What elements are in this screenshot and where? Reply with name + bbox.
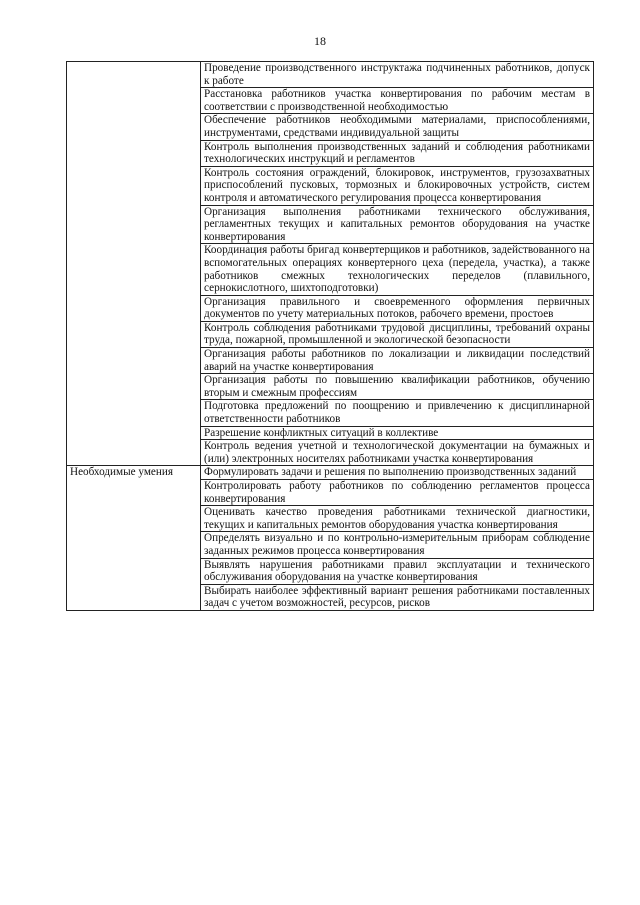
list-item: Организация работы по повышению квалификации работников, обучению вторым и смежным профессиям xyxy=(201,374,594,400)
list-item: Координация работы бригад конвертерщиков и работников, задействованного на вспомогательных операциях конвертерного цеха (передела, участка), а также работников смежных технологических переделов (плавильного, сернокислотного, шихтоподготовки) xyxy=(201,244,594,295)
list-item: Контроль состояния ограждений, блокировок, инструментов, грузозахватных приспособлений пусковых, тормозных и блокировочных устройств, систем контроля и автоматического регулирования процесса конвертирования xyxy=(201,166,594,205)
list-item: Оценивать качество проведения работниками технической диагностики, текущих и капитальных ремонтов оборудования участка конвертирования xyxy=(201,506,594,532)
list-item: Подготовка предложений по поощрению и привлечению к дисциплинарной ответственности работников xyxy=(201,400,594,426)
list-item: Организация работы работников по локализации и ликвидации последствий аварий на участке конвертирования xyxy=(201,348,594,374)
list-item: Проведение производственного инструктажа подчиненных работников, допуск к работе xyxy=(201,62,594,88)
list-item: Контроль ведения учетной и технологической документации на бумажных и (или) электронных носителях работниками участка конвертирования xyxy=(201,440,594,466)
list-item: Организация правильного и своевременного оформления первичных документов по учету материальных потоков, рабочего времени, простоев xyxy=(201,295,594,321)
list-item: Выбирать наиболее эффективный вариант решения работниками поставленных задач с учетом возможностей, ресурсов, рисков xyxy=(201,584,594,610)
list-item: Обеспечение работников необходимыми материалами, приспособлениями, инструментами, средствами индивидуальной защиты xyxy=(201,114,594,140)
table-row xyxy=(67,466,594,480)
list-item: Формулировать задачи и решения по выполнению производственных заданий xyxy=(201,466,594,480)
section-label-required-skills: Необходимые умения xyxy=(67,466,201,611)
list-item: Организация выполнения работниками технического обслуживания, регламентных текущих и капитальных ремонтов оборудования на участке конвертирования xyxy=(201,205,594,244)
qualification-table xyxy=(66,61,594,611)
list-item: Разрешение конфликтных ситуаций в коллективе xyxy=(201,426,594,440)
list-item: Контроль соблюдения работниками трудовой дисциплины, требований охраны труда, пожарной, промышленной и экологической безопасности xyxy=(201,321,594,347)
page-number: 18 xyxy=(314,34,326,48)
section-label xyxy=(67,62,201,466)
table-row xyxy=(67,62,594,88)
list-item: Расстановка работников участка конвертирования по рабочим местам в соответствии с производственной необходимостью xyxy=(201,88,594,114)
list-item: Контролировать работу работников по соблюдению регламентов процесса конвертирования xyxy=(201,480,594,506)
list-item: Определять визуально и по контрольно-измерительным приборам соблюдение заданных режимов процесса конвертирования xyxy=(201,532,594,558)
list-item: Выявлять нарушения работниками правил эксплуатации и технического обслуживания оборудования на участке конвертирования xyxy=(201,558,594,584)
list-item: Контроль выполнения производственных заданий и соблюдения работниками технологических инструкций и регламентов xyxy=(201,140,594,166)
